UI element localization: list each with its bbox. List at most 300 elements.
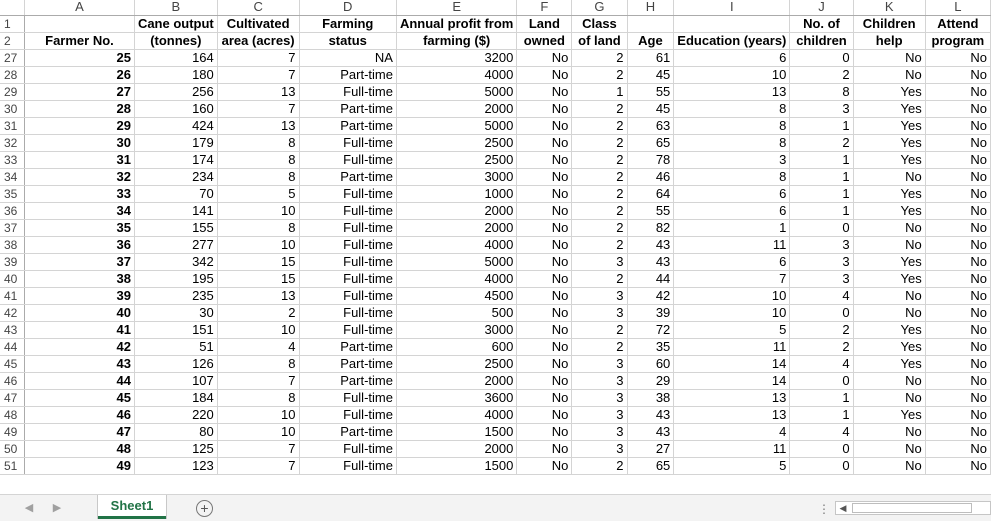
cell[interactable]: 8 <box>217 151 299 168</box>
cell[interactable]: 26 <box>24 66 134 83</box>
cell[interactable]: 2 <box>572 100 627 117</box>
cell[interactable]: 2000 <box>396 372 516 389</box>
cell[interactable]: No <box>517 355 572 372</box>
cell[interactable]: No <box>853 423 925 440</box>
cell[interactable]: 10 <box>217 406 299 423</box>
header-cell[interactable]: Cultivated <box>217 15 299 32</box>
cell[interactable]: Yes <box>853 100 925 117</box>
cell[interactable]: 2 <box>572 219 627 236</box>
cell[interactable]: 3 <box>572 406 627 423</box>
cell[interactable]: 33 <box>24 185 134 202</box>
cell[interactable]: 51 <box>134 338 217 355</box>
row-number[interactable]: 40 <box>0 270 24 287</box>
cell[interactable]: 10 <box>217 423 299 440</box>
cell[interactable]: 107 <box>134 372 217 389</box>
cell[interactable]: 4000 <box>396 66 516 83</box>
cell[interactable]: 63 <box>627 117 674 134</box>
cell[interactable]: 160 <box>134 100 217 117</box>
cell[interactable]: No <box>925 338 990 355</box>
cell[interactable]: No <box>517 236 572 253</box>
cell[interactable]: Yes <box>853 185 925 202</box>
cell[interactable]: 7 <box>217 440 299 457</box>
cell[interactable]: 45 <box>627 66 674 83</box>
cell[interactable]: No <box>517 457 572 474</box>
row-number[interactable]: 31 <box>0 117 24 134</box>
cell[interactable]: 2 <box>790 321 853 338</box>
cell[interactable]: 3 <box>572 423 627 440</box>
cell[interactable]: 7 <box>217 100 299 117</box>
cell[interactable]: 4 <box>217 338 299 355</box>
cell[interactable]: NA <box>299 49 396 66</box>
cell[interactable]: No <box>925 253 990 270</box>
row-number[interactable]: 49 <box>0 423 24 440</box>
cell[interactable]: Part-time <box>299 338 396 355</box>
cell[interactable]: 39 <box>24 287 134 304</box>
row-number[interactable]: 41 <box>0 287 24 304</box>
cell[interactable]: 43 <box>24 355 134 372</box>
cell[interactable]: 2 <box>790 338 853 355</box>
cell[interactable]: 1 <box>572 83 627 100</box>
row-number[interactable]: 29 <box>0 83 24 100</box>
row-number[interactable]: 34 <box>0 168 24 185</box>
cell[interactable]: 3600 <box>396 389 516 406</box>
scroll-left-icon[interactable]: ◀ <box>839 503 847 513</box>
cell[interactable]: 8 <box>217 168 299 185</box>
cell[interactable]: No <box>925 151 990 168</box>
cell[interactable]: No <box>925 321 990 338</box>
cell[interactable]: 80 <box>134 423 217 440</box>
cell[interactable]: 46 <box>627 168 674 185</box>
cell[interactable]: 1 <box>790 389 853 406</box>
cell[interactable]: Full-time <box>299 253 396 270</box>
cell[interactable]: 2 <box>572 236 627 253</box>
cell[interactable]: 10 <box>674 287 790 304</box>
cell[interactable]: No <box>517 304 572 321</box>
cell[interactable]: 48 <box>24 440 134 457</box>
cell[interactable]: 155 <box>134 219 217 236</box>
cell[interactable]: No <box>925 49 990 66</box>
cell[interactable]: 8 <box>674 100 790 117</box>
cell[interactable]: 8 <box>217 389 299 406</box>
cell[interactable]: 3 <box>572 372 627 389</box>
cell[interactable]: 277 <box>134 236 217 253</box>
select-all-corner[interactable] <box>0 0 24 15</box>
header-cell[interactable]: Attend <box>925 15 990 32</box>
cell[interactable]: Full-time <box>299 83 396 100</box>
cell[interactable]: No <box>925 83 990 100</box>
cell[interactable]: 2 <box>790 134 853 151</box>
cell[interactable]: 49 <box>24 457 134 474</box>
cell[interactable]: 27 <box>627 440 674 457</box>
cell[interactable]: No <box>925 389 990 406</box>
cell[interactable]: Full-time <box>299 185 396 202</box>
cell[interactable]: No <box>925 270 990 287</box>
cell[interactable]: 7 <box>217 66 299 83</box>
cell[interactable]: 0 <box>790 372 853 389</box>
cell[interactable]: No <box>517 372 572 389</box>
cell[interactable]: 78 <box>627 151 674 168</box>
cell[interactable]: Part-time <box>299 372 396 389</box>
cell[interactable]: 0 <box>790 219 853 236</box>
cell[interactable]: No <box>517 151 572 168</box>
row-number[interactable]: 33 <box>0 151 24 168</box>
cell[interactable]: 13 <box>674 83 790 100</box>
cell[interactable]: 13 <box>674 406 790 423</box>
cell[interactable]: 3 <box>790 253 853 270</box>
cell[interactable]: No <box>517 49 572 66</box>
cell[interactable]: 3 <box>790 100 853 117</box>
header-cell[interactable]: farming ($) <box>396 32 516 49</box>
cell[interactable]: 1 <box>790 168 853 185</box>
row-number[interactable]: 30 <box>0 100 24 117</box>
cell[interactable]: Part-time <box>299 168 396 185</box>
cell[interactable]: No <box>925 236 990 253</box>
cell[interactable]: No <box>925 423 990 440</box>
cell[interactable]: 4000 <box>396 406 516 423</box>
cell[interactable]: No <box>517 83 572 100</box>
cell[interactable]: 8 <box>674 117 790 134</box>
cell[interactable]: No <box>925 355 990 372</box>
header-cell[interactable]: No. of <box>790 15 853 32</box>
cell[interactable]: 6 <box>674 202 790 219</box>
header-cell[interactable]: of land <box>572 32 627 49</box>
cell[interactable]: 46 <box>24 406 134 423</box>
cell[interactable]: 184 <box>134 389 217 406</box>
cell[interactable]: 0 <box>790 49 853 66</box>
triangle-right-icon[interactable]: ▶ <box>52 502 62 514</box>
row-number[interactable]: 1 <box>0 15 24 32</box>
cell[interactable]: 36 <box>24 236 134 253</box>
cell[interactable]: 6 <box>674 253 790 270</box>
cell[interactable]: 1 <box>790 185 853 202</box>
cell[interactable]: 600 <box>396 338 516 355</box>
header-cell[interactable]: Land <box>517 15 572 32</box>
column-header-f[interactable]: F <box>517 0 572 15</box>
cell[interactable]: Yes <box>853 355 925 372</box>
cell[interactable]: 43 <box>627 253 674 270</box>
cell[interactable]: No <box>517 66 572 83</box>
cell[interactable]: Full-time <box>299 236 396 253</box>
header-cell[interactable]: Children <box>853 15 925 32</box>
cell[interactable]: 3 <box>572 440 627 457</box>
cell[interactable]: No <box>925 219 990 236</box>
cell[interactable]: No <box>925 134 990 151</box>
cell[interactable]: Yes <box>853 117 925 134</box>
cell[interactable]: 10 <box>674 66 790 83</box>
cell[interactable]: 179 <box>134 134 217 151</box>
cell[interactable]: 55 <box>627 83 674 100</box>
cell[interactable]: 3200 <box>396 49 516 66</box>
cell[interactable]: 55 <box>627 202 674 219</box>
cell[interactable]: 42 <box>24 338 134 355</box>
cell[interactable]: 180 <box>134 66 217 83</box>
cell[interactable]: 11 <box>674 440 790 457</box>
row-number[interactable]: 42 <box>0 304 24 321</box>
cell[interactable]: No <box>853 457 925 474</box>
cell[interactable]: 10 <box>217 321 299 338</box>
cell[interactable]: 2 <box>572 66 627 83</box>
cell[interactable]: 8 <box>674 168 790 185</box>
cell[interactable]: 2500 <box>396 355 516 372</box>
column-header-k[interactable]: K <box>853 0 925 15</box>
cell[interactable]: 10 <box>674 304 790 321</box>
cell[interactable]: 43 <box>627 236 674 253</box>
cell[interactable]: 5000 <box>396 117 516 134</box>
cell[interactable]: 141 <box>134 202 217 219</box>
cell[interactable]: 3000 <box>396 168 516 185</box>
cell[interactable]: 2500 <box>396 151 516 168</box>
cell[interactable]: Part-time <box>299 66 396 83</box>
cell[interactable]: 41 <box>24 321 134 338</box>
cell[interactable]: 47 <box>24 423 134 440</box>
cell[interactable]: No <box>517 253 572 270</box>
cell[interactable]: 5000 <box>396 253 516 270</box>
row-number[interactable]: 38 <box>0 236 24 253</box>
column-header-e[interactable]: E <box>396 0 516 15</box>
row-number[interactable]: 35 <box>0 185 24 202</box>
cell[interactable]: No <box>853 168 925 185</box>
cell[interactable]: 3 <box>790 270 853 287</box>
cell[interactable]: 3 <box>674 151 790 168</box>
cell[interactable]: 2000 <box>396 100 516 117</box>
cell[interactable]: No <box>517 202 572 219</box>
cell[interactable]: 7 <box>217 49 299 66</box>
cell[interactable]: 35 <box>24 219 134 236</box>
cell[interactable]: 2 <box>572 151 627 168</box>
cell[interactable]: Yes <box>853 270 925 287</box>
header-cell[interactable]: Class <box>572 15 627 32</box>
header-cell[interactable]: Annual profit from <box>396 15 516 32</box>
cell[interactable]: 3 <box>572 253 627 270</box>
cell[interactable]: 70 <box>134 185 217 202</box>
cell[interactable]: 13 <box>674 389 790 406</box>
header-cell[interactable]: status <box>299 32 396 49</box>
row-number[interactable]: 28 <box>0 66 24 83</box>
cell[interactable]: Yes <box>853 253 925 270</box>
cell[interactable]: 34 <box>24 202 134 219</box>
cell[interactable]: 256 <box>134 83 217 100</box>
cell[interactable]: 8 <box>217 355 299 372</box>
cell[interactable]: 1500 <box>396 457 516 474</box>
cell[interactable]: 2 <box>790 66 853 83</box>
row-number[interactable]: 51 <box>0 457 24 474</box>
cell[interactable]: 126 <box>134 355 217 372</box>
cell[interactable]: 44 <box>24 372 134 389</box>
cell[interactable]: 42 <box>627 287 674 304</box>
cell[interactable]: 29 <box>24 117 134 134</box>
cell[interactable]: 195 <box>134 270 217 287</box>
row-number[interactable]: 47 <box>0 389 24 406</box>
column-header-a[interactable]: A <box>24 0 134 15</box>
cell[interactable]: Part-time <box>299 355 396 372</box>
column-header-j[interactable]: J <box>790 0 853 15</box>
header-cell[interactable] <box>627 15 674 32</box>
cell[interactable]: No <box>517 440 572 457</box>
cell[interactable]: 2 <box>572 338 627 355</box>
cell[interactable]: Full-time <box>299 389 396 406</box>
cell[interactable]: 13 <box>217 287 299 304</box>
row-number[interactable]: 43 <box>0 321 24 338</box>
row-number[interactable]: 2 <box>0 32 24 49</box>
cell[interactable]: 0 <box>790 457 853 474</box>
cell[interactable]: No <box>853 49 925 66</box>
cell[interactable]: 82 <box>627 219 674 236</box>
cell[interactable]: 8 <box>217 219 299 236</box>
cell[interactable]: 4 <box>790 423 853 440</box>
cell[interactable]: 123 <box>134 457 217 474</box>
cell[interactable]: No <box>853 304 925 321</box>
cell[interactable]: No <box>853 66 925 83</box>
cell[interactable]: 8 <box>790 83 853 100</box>
cell[interactable]: 235 <box>134 287 217 304</box>
column-header-i[interactable]: I <box>674 0 790 15</box>
cell[interactable]: 6 <box>674 185 790 202</box>
header-cell[interactable]: Age <box>627 32 674 49</box>
cell[interactable]: Full-time <box>299 440 396 457</box>
header-cell[interactable]: Cane output <box>134 15 217 32</box>
cell[interactable]: No <box>925 372 990 389</box>
cell[interactable]: No <box>853 440 925 457</box>
cell[interactable]: 30 <box>24 134 134 151</box>
column-header-h[interactable]: H <box>627 0 674 15</box>
header-cell[interactable] <box>24 15 134 32</box>
cell[interactable]: 2 <box>572 134 627 151</box>
cell[interactable]: 14 <box>674 372 790 389</box>
cell[interactable]: Yes <box>853 406 925 423</box>
cell[interactable]: 13 <box>217 117 299 134</box>
cell[interactable]: 64 <box>627 185 674 202</box>
cell[interactable]: 4500 <box>396 287 516 304</box>
cell[interactable]: 2 <box>572 49 627 66</box>
cell[interactable]: No <box>517 185 572 202</box>
cell[interactable]: 27 <box>24 83 134 100</box>
cell[interactable]: 2000 <box>396 440 516 457</box>
cell[interactable]: 40 <box>24 304 134 321</box>
header-cell[interactable]: (tonnes) <box>134 32 217 49</box>
cell[interactable]: 25 <box>24 49 134 66</box>
cell[interactable]: 37 <box>24 253 134 270</box>
column-header-g[interactable]: G <box>572 0 627 15</box>
cell[interactable]: 45 <box>24 389 134 406</box>
cell[interactable]: Full-time <box>299 202 396 219</box>
cell[interactable]: 15 <box>217 253 299 270</box>
cell[interactable]: Yes <box>853 83 925 100</box>
cell[interactable]: 2 <box>572 270 627 287</box>
cell[interactable]: 4 <box>674 423 790 440</box>
cell[interactable]: 10 <box>217 202 299 219</box>
cell[interactable]: 13 <box>217 83 299 100</box>
cell[interactable]: Yes <box>853 338 925 355</box>
cell[interactable]: 220 <box>134 406 217 423</box>
cell[interactable]: No <box>517 287 572 304</box>
cell[interactable]: No <box>925 66 990 83</box>
cell[interactable]: 2000 <box>396 202 516 219</box>
row-number[interactable]: 44 <box>0 338 24 355</box>
cell[interactable]: 2 <box>572 321 627 338</box>
cell[interactable]: 1 <box>674 219 790 236</box>
cell[interactable]: No <box>925 457 990 474</box>
cell[interactable]: Yes <box>853 321 925 338</box>
cell[interactable]: 38 <box>627 389 674 406</box>
row-number[interactable]: 32 <box>0 134 24 151</box>
cell[interactable]: 38 <box>24 270 134 287</box>
plus-circle-icon[interactable]: + <box>196 500 213 517</box>
cell[interactable]: 3 <box>572 287 627 304</box>
cell[interactable]: No <box>853 372 925 389</box>
triangle-left-icon[interactable]: ◀ <box>24 502 34 514</box>
cell[interactable]: 1 <box>790 406 853 423</box>
cell[interactable]: No <box>517 270 572 287</box>
header-cell[interactable]: owned <box>517 32 572 49</box>
header-cell[interactable]: area (acres) <box>217 32 299 49</box>
cell[interactable]: 500 <box>396 304 516 321</box>
cell[interactable]: 31 <box>24 151 134 168</box>
cell[interactable]: 2500 <box>396 134 516 151</box>
cell[interactable]: 0 <box>790 304 853 321</box>
tab-sheet1[interactable]: Sheet1 <box>98 495 166 519</box>
row-number[interactable]: 36 <box>0 202 24 219</box>
cell[interactable]: 14 <box>674 355 790 372</box>
cell[interactable]: 2 <box>572 185 627 202</box>
header-cell[interactable]: Education (years) <box>674 32 790 49</box>
cell[interactable]: 28 <box>24 100 134 117</box>
cell[interactable]: 7 <box>217 372 299 389</box>
cell[interactable]: 65 <box>627 457 674 474</box>
cell[interactable]: Full-time <box>299 304 396 321</box>
row-number[interactable]: 50 <box>0 440 24 457</box>
cell[interactable]: No <box>925 440 990 457</box>
row-number[interactable]: 45 <box>0 355 24 372</box>
cell[interactable]: No <box>925 287 990 304</box>
cell[interactable]: 32 <box>24 168 134 185</box>
cell[interactable]: No <box>925 168 990 185</box>
cell[interactable]: 45 <box>627 100 674 117</box>
cell[interactable]: No <box>517 219 572 236</box>
cell[interactable]: Yes <box>853 202 925 219</box>
cell[interactable]: 43 <box>627 406 674 423</box>
cell[interactable]: 11 <box>674 338 790 355</box>
cell[interactable]: No <box>853 236 925 253</box>
cell[interactable]: 3000 <box>396 321 516 338</box>
cell[interactable]: No <box>517 406 572 423</box>
cell[interactable]: No <box>853 219 925 236</box>
cell[interactable]: 0 <box>790 440 853 457</box>
cell[interactable]: Part-time <box>299 117 396 134</box>
cell[interactable]: 43 <box>627 423 674 440</box>
cell[interactable]: No <box>925 202 990 219</box>
cell[interactable]: No <box>517 168 572 185</box>
cell[interactable]: No <box>925 185 990 202</box>
header-cell[interactable]: Farming <box>299 15 396 32</box>
cell[interactable]: 342 <box>134 253 217 270</box>
cell[interactable]: 1 <box>790 202 853 219</box>
cell[interactable]: 1000 <box>396 185 516 202</box>
cell[interactable]: 4 <box>790 287 853 304</box>
cell[interactable]: Yes <box>853 134 925 151</box>
cell[interactable]: No <box>517 321 572 338</box>
cell[interactable]: 5000 <box>396 83 516 100</box>
cell[interactable]: No <box>517 100 572 117</box>
cell[interactable]: No <box>517 338 572 355</box>
cell[interactable]: 2 <box>572 457 627 474</box>
header-cell[interactable]: children <box>790 32 853 49</box>
cell[interactable]: 30 <box>134 304 217 321</box>
cell[interactable]: 125 <box>134 440 217 457</box>
cell[interactable]: 65 <box>627 134 674 151</box>
cell[interactable]: 4 <box>790 355 853 372</box>
scrollbar-thumb[interactable] <box>852 503 972 513</box>
cell[interactable]: 7 <box>674 270 790 287</box>
